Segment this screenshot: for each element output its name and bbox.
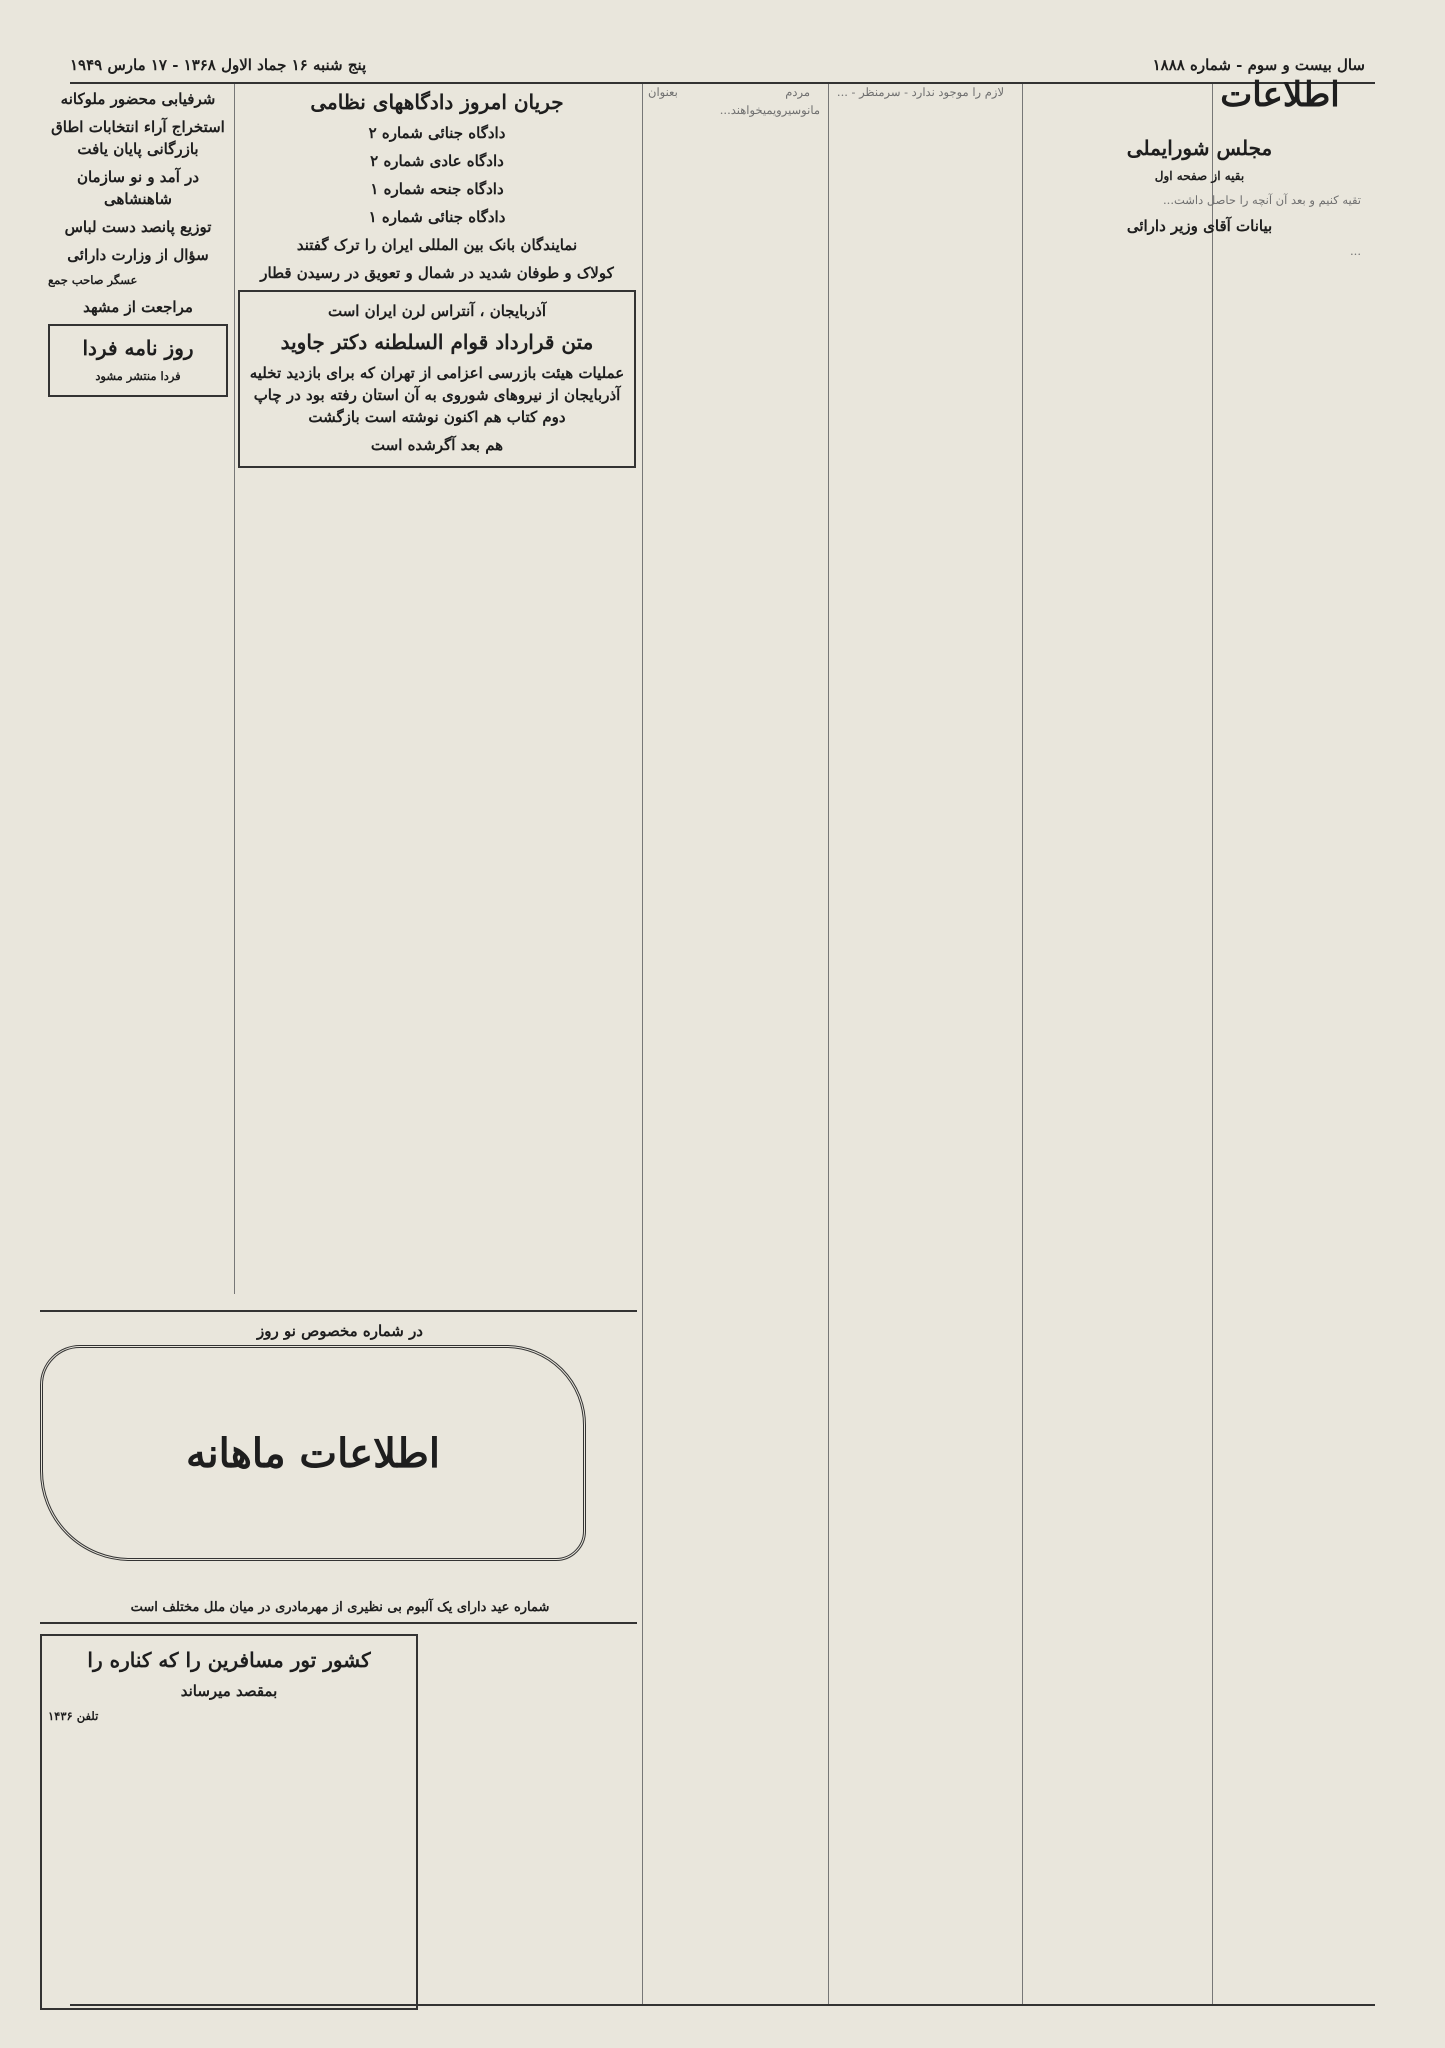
column-2 <box>834 84 1014 1964</box>
column-divider <box>1022 84 1023 2004</box>
column-1 <box>1028 130 1371 2000</box>
travel-ad <box>40 1634 418 2010</box>
column-5 <box>48 84 228 1294</box>
article-text: لازم را موجود ندارد - سرمنظر - ... <box>836 85 1004 99</box>
section-rule <box>40 1622 637 1624</box>
monthly-banner <box>40 1345 586 1561</box>
article-text: ... <box>1350 244 1361 258</box>
finance-minister-headline: بیانات آقای وزیر دارائی <box>1126 217 1273 235</box>
section-rule <box>40 1310 637 1312</box>
world-bank-headline: نمایندگان بانک بین المللی ایران را ترک گفتند <box>296 236 578 254</box>
election-headline: استخراج آراء انتخابات اطاق بازرگانی پایان یافت <box>51 118 225 158</box>
court-subhead: دادگاه جنحه شماره ۱ <box>370 180 504 198</box>
court-subhead: دادگاه جنائی شماره ۱ <box>368 208 506 226</box>
question-headline: سؤال از وزارت دارائی <box>67 246 209 264</box>
court-subhead: دادگاه جنائی شماره ۲ <box>368 124 506 142</box>
column-4 <box>238 84 636 1294</box>
column-divider <box>234 84 235 1294</box>
article-text: مردم بعنوان مانوسیرویمیخواهند... <box>648 85 820 117</box>
album-line: شماره عید دارای یک آلبوم بی نظیری از مهرمادری در میان ملل مختلف است <box>130 1600 550 1615</box>
court-subhead: دادگاه عادی شماره ۲ <box>370 152 504 170</box>
issue-number: سال بیست و سوم - شماره ۱۸۸۸ <box>1152 56 1365 74</box>
continued-label: بقیه از صفحه اول <box>1154 169 1245 183</box>
storm-headline: کولاک و طوفان شدید در شمال و تعویق در رسیدن قطار <box>260 264 614 282</box>
farda-box: روز نامه فردا فردا منتشر مشود <box>48 324 228 398</box>
issue-date: پنج شنبه ۱۶ جماد الاول ۱۳۶۸ - ۱۷ مارس ۱۹۴۹ <box>70 56 367 74</box>
newspaper-logo: اطلاعات <box>1220 75 1340 115</box>
return-headline: مراجعت از مشهد <box>83 297 193 316</box>
revenue-headline: در آمد و نو سازمان شاهنشاهی <box>76 168 200 208</box>
footer-rule <box>70 2004 1375 2006</box>
clothes-headline: توزیع پانصد دست لباس <box>64 218 212 236</box>
column-divider <box>642 84 643 2004</box>
nowruz-strip: در شماره مخصوص نو روز <box>257 1322 423 1340</box>
column-3 <box>648 84 820 1314</box>
article-text: تقیه کنیم و بعد آن آنچه را حاصل داشت... <box>1163 192 1361 207</box>
signature: عسگر صاحب جمع <box>48 273 138 287</box>
column-divider <box>828 84 829 2004</box>
courts-headline: جریان امروز دادگاههای نظامی <box>310 90 564 114</box>
travel-ad-subtitle: بمقصد میرساند <box>180 1682 278 1700</box>
travel-ad-phone: تلفن ۱۴۳۶ <box>48 1709 99 1723</box>
main-headline: مجلس شورایملی <box>1126 136 1273 160</box>
audience-headline: شرفیابی محضور ملوکانه <box>60 90 216 108</box>
travel-ad-title: کشور تور مسافرین را که کناره را <box>87 1648 371 1672</box>
banner-title: اطلاعات ماهانه <box>186 1429 440 1477</box>
azerbaijan-box: آذربایجان ، آنتراس لرن ایران است متن قرارداد قوام السلطنه دکتر جاوید عملیات هیئت بازرسی اعزامی از تهران که برای بازدید تخلیه آذربایجان از نیروهای شوروی به آن استان رفته بود در چاپ دوم کتاب هم اکنون نوشته است بازگشت هم بعد آگرشده است <box>238 290 636 468</box>
